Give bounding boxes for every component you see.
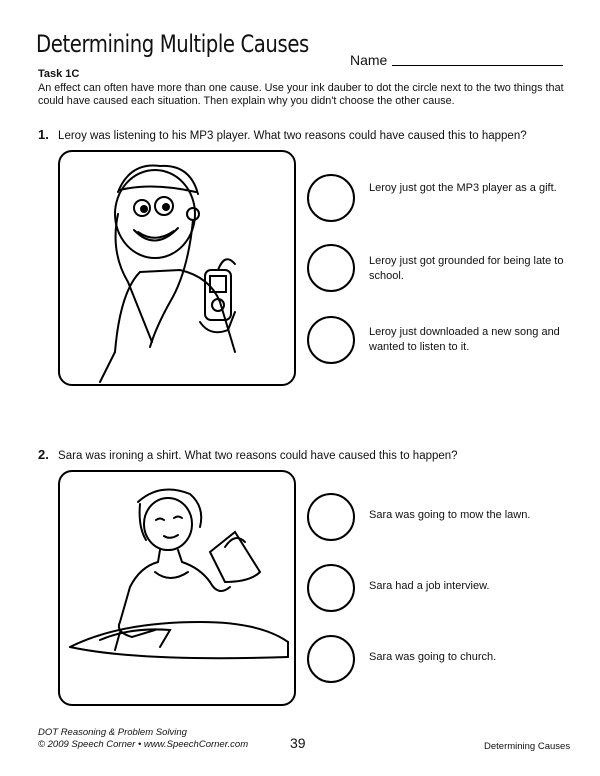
name-write-line[interactable] bbox=[392, 65, 563, 66]
question-text: Sara was ironing a shirt. What two reasons could have caused this to happen? bbox=[58, 450, 458, 462]
girl-ironing-illustration bbox=[60, 472, 294, 704]
question-2 bbox=[38, 447, 458, 462]
choice-dot-circle[interactable] bbox=[307, 174, 355, 222]
page-title: Determining Multiple Causes bbox=[36, 30, 309, 58]
choice-dot-circle[interactable] bbox=[307, 244, 355, 292]
choice-dot-circle[interactable] bbox=[307, 316, 355, 364]
choice-text: Leroy just got the MP3 player as a gift. bbox=[369, 182, 557, 194]
question-number: 2. bbox=[38, 447, 49, 462]
choice-text: Sara was going to mow the lawn. bbox=[369, 509, 531, 521]
name-label: Name bbox=[350, 52, 388, 68]
choice-text: Sara had a job interview. bbox=[369, 580, 490, 592]
choice-text: Sara was going to church. bbox=[369, 651, 497, 663]
choice-text: Leroy just got grounded for being late to school. bbox=[369, 255, 564, 282]
page-number: 39 bbox=[290, 735, 306, 751]
question-number: 1. bbox=[38, 127, 49, 142]
choice-text: Leroy just downloaded a new song and wanted to listen to it. bbox=[369, 326, 560, 353]
leroy-illustration-box bbox=[58, 150, 296, 386]
instructions: An effect can often have more than one cause. Use your ink dauber to dot the circle next to the two things that could have caused each situation. Then explain why you didn't choose the other cause. bbox=[38, 82, 564, 107]
choice-dot-circle[interactable] bbox=[307, 635, 355, 683]
choice-dot-circle[interactable] bbox=[307, 564, 355, 612]
task-label: Task 1C bbox=[38, 68, 80, 80]
footer-credits bbox=[38, 727, 248, 751]
question-1 bbox=[38, 127, 527, 142]
boy-with-mp3-illustration bbox=[60, 152, 294, 384]
section-name: Determining Causes bbox=[484, 741, 571, 752]
choice-dot-circle[interactable] bbox=[307, 493, 355, 541]
question-text: Leroy was listening to his MP3 player. What two reasons could have caused this to happen? bbox=[58, 130, 527, 142]
copyright: © 2009 Speech Corner • www.SpeechCorner.com bbox=[38, 739, 249, 750]
book-title: DOT Reasoning & Problem Solving bbox=[38, 727, 187, 738]
sara-illustration-box bbox=[58, 470, 296, 706]
